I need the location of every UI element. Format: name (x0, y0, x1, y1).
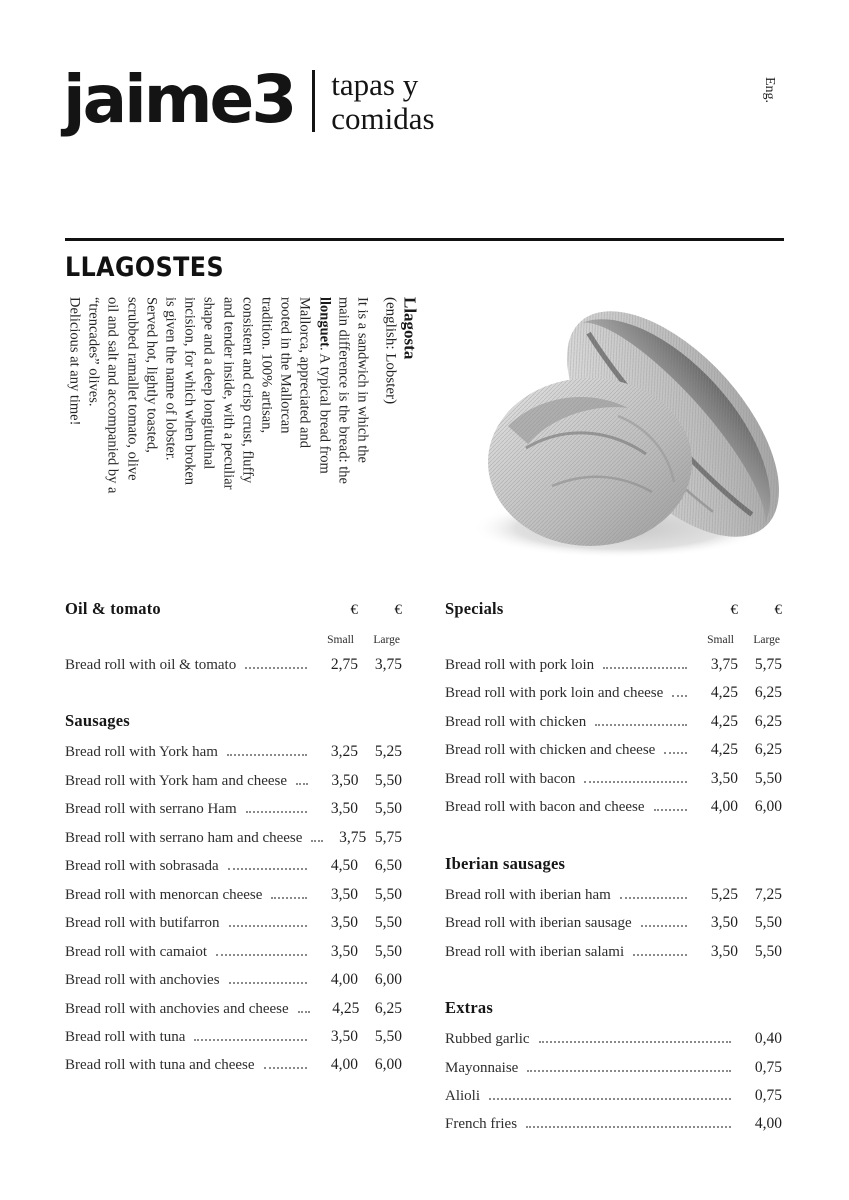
menu-item (445, 765, 782, 793)
price-small: 4,00 (710, 798, 738, 816)
menu-item (445, 1025, 782, 1053)
description-line: llonguet. A typical bread from (315, 297, 332, 474)
description-text (64, 297, 420, 557)
price-small: 2,75 (330, 656, 358, 673)
menu-item (65, 995, 402, 1023)
logo-wordmark: jaime3 (63, 61, 295, 138)
description-title: Llagosta (400, 297, 420, 360)
menu-item (445, 793, 782, 821)
dot-leader (620, 897, 687, 899)
price-small: 3,50 (330, 942, 358, 960)
menu-item (445, 881, 782, 909)
menu-item (65, 795, 402, 823)
price-large: 6,25 (374, 999, 402, 1017)
menu-item-name: Mayonnaise (445, 1059, 519, 1076)
menu-section-heading: Iberian sausages (445, 853, 566, 873)
price-large: 5,75 (754, 656, 782, 673)
dot-leader (229, 925, 307, 927)
menu-item-name: Bread roll with iberian sausage (445, 915, 632, 932)
menu-item-name: Bread roll with tuna and cheese (65, 1057, 255, 1074)
menu-item-name: Bread roll with iberian ham (445, 886, 611, 903)
menu-item (65, 881, 402, 909)
small-size-label: Small (707, 634, 734, 646)
price-small: 3,50 (710, 914, 738, 932)
menu-item-name: Bread roll with iberian salami (445, 943, 625, 960)
price-small: 3,75 (339, 828, 367, 846)
menu-item (65, 852, 402, 880)
price-small: 4,00 (330, 1056, 358, 1074)
dot-leader (227, 754, 307, 756)
dot-leader (216, 954, 307, 956)
description-line: shape and a deep longitudinal (200, 297, 217, 470)
menu-item (445, 1082, 782, 1110)
menu-item (445, 651, 782, 679)
description-line: oil and salt and accompanied by a (104, 297, 121, 494)
price-large: 5,50 (754, 769, 782, 787)
menu-section-heading-row (445, 597, 782, 622)
dot-leader (489, 1098, 731, 1100)
dot-leader (271, 897, 307, 899)
menu-item-name: Bread roll with pork loin (445, 657, 595, 673)
menu-section-heading: Oil & tomato (65, 599, 161, 618)
price-large: 6,25 (754, 684, 782, 702)
size-labels-row (65, 633, 402, 647)
price-small: 5,25 (710, 885, 738, 903)
dot-leader (633, 954, 687, 956)
price-single: 0,75 (754, 1086, 782, 1104)
menu-item (445, 1054, 782, 1082)
price-small: 3,50 (330, 914, 358, 932)
price-large: 6,00 (374, 1056, 402, 1074)
price-large: 6,00 (374, 971, 402, 989)
price-small: 4,25 (710, 684, 738, 702)
price-small: 3,50 (330, 1027, 358, 1045)
price-large: 5,50 (374, 1027, 402, 1045)
description-gap (371, 297, 380, 557)
tagline-line-2: comidas (331, 101, 435, 136)
menu-item (445, 909, 782, 937)
logo-divider (312, 70, 315, 132)
price-large: 6,00 (754, 798, 782, 816)
price-small: 4,25 (710, 712, 738, 730)
logo-tagline (331, 68, 434, 144)
horizontal-rule (65, 238, 784, 241)
description-line: It is a sandwich in which the (354, 297, 371, 463)
price-large: 5,50 (374, 942, 402, 960)
menu-item-name: Bread roll with serrano ham and cheese (65, 829, 303, 846)
small-size-label: Small (327, 634, 354, 646)
menu-item (445, 708, 782, 736)
description-line: is given the name of lobster. (162, 297, 179, 461)
large-size-label: Large (753, 634, 780, 646)
menu-section (65, 709, 402, 1079)
description-line: Mallorca, appreciated and (296, 297, 313, 448)
menu-item (445, 1110, 782, 1138)
price-large: 6,25 (754, 712, 782, 730)
menu-section-heading: Extras (445, 998, 493, 1018)
bread-rolls-image (468, 276, 792, 574)
price-small: 3,50 (330, 800, 358, 818)
price-large: 5,50 (374, 800, 402, 818)
menu-item (65, 651, 402, 679)
description-line: main difference is the bread: the (335, 297, 352, 484)
menu-item (445, 938, 782, 966)
price-small: 4,25 (332, 999, 360, 1017)
price-small: 3,50 (331, 771, 359, 789)
price-small: 4,25 (710, 741, 738, 759)
menu-item-name: Bread roll with butifarron (65, 915, 220, 932)
menu-section-heading: Specials (445, 599, 504, 618)
price-large: 5,50 (754, 914, 782, 932)
menu-item-name: Bread roll with sobrasada (65, 858, 219, 875)
price-single: 0,75 (754, 1058, 782, 1076)
price-small: 3,25 (330, 743, 358, 761)
menu-item-name: Bread roll with anchovies and cheese (65, 1000, 289, 1017)
price-small: 3,75 (710, 656, 738, 673)
price-large: 5,50 (374, 771, 402, 789)
dot-leader (246, 811, 307, 813)
dot-leader (264, 1067, 307, 1069)
menu-section-heading: Sausages (65, 711, 130, 731)
description-line: Delicious at any time! (66, 297, 83, 426)
menu-item (65, 909, 402, 937)
menu-item-name: Alioli (445, 1087, 481, 1104)
dot-leader (664, 752, 687, 754)
menu-left-column (65, 597, 402, 1080)
dot-leader (194, 1039, 307, 1041)
description-subtitle: (english: Lobster) (382, 297, 399, 405)
price-large: 6,25 (754, 741, 782, 759)
price-small: 4,50 (330, 857, 358, 875)
menu-section (445, 996, 782, 1139)
price-large: 5,50 (374, 914, 402, 932)
restaurant-logo (63, 56, 435, 144)
description-line: “trencades” olives. (85, 297, 102, 407)
price-small: 4,00 (330, 971, 358, 989)
price-small: 3,50 (330, 885, 358, 903)
description-line: incision, for which when broken (181, 297, 198, 486)
menu-item (65, 767, 402, 795)
menu-item-name: Bread roll with York ham and cheese (65, 772, 288, 789)
menu-item-name: Bread roll with menorcan cheese (65, 886, 263, 903)
size-labels-row (445, 633, 782, 647)
description-line: scrubbed ramallet tomato, olive (123, 297, 140, 481)
menu-section (65, 597, 402, 679)
dot-leader (526, 1126, 731, 1128)
currency-symbol-small: € (730, 602, 738, 618)
menu-section-heading-row (65, 597, 402, 622)
price-single: 4,00 (754, 1115, 782, 1133)
dot-leader (603, 667, 687, 669)
description-paragraph (64, 297, 371, 557)
dot-leader (228, 868, 307, 870)
dot-leader (672, 695, 687, 697)
menu-item-name: Bread roll with serrano Ham (65, 801, 237, 818)
large-size-label: Large (373, 634, 400, 646)
dot-leader (229, 982, 307, 984)
price-large: 5,75 (374, 828, 402, 846)
price-large: 3,75 (374, 656, 402, 673)
dot-leader (311, 840, 323, 842)
menu-item (65, 1023, 402, 1051)
menu-item (65, 824, 402, 852)
dot-leader (584, 781, 687, 783)
menu-item-name: Bread roll with chicken (445, 713, 587, 730)
page-title: LLAGOSTES (65, 252, 225, 283)
menu-item-name: French fries (445, 1116, 518, 1133)
price-large: 5,25 (374, 743, 402, 761)
dot-leader (298, 1011, 310, 1013)
dot-leader (296, 783, 308, 785)
description-rotated-block (64, 297, 424, 559)
description-line: and tender inside, with a peculiar (219, 297, 236, 490)
menu-item-name: Bread roll with bacon (445, 770, 576, 787)
dot-leader (641, 925, 687, 927)
price-large: 7,25 (754, 885, 782, 903)
description-line: tradition. 100% artisan, (258, 297, 275, 434)
currency-symbol-small: € (350, 602, 358, 618)
currency-symbol-large: € (394, 602, 402, 618)
menu-right-column (445, 597, 782, 1139)
language-label: Eng. (762, 76, 778, 104)
currency-symbol-large: € (774, 602, 782, 618)
menu-item-name: Bread roll with camaiot (65, 943, 208, 960)
menu-item-name: Bread roll with chicken and cheese (445, 742, 656, 759)
menu-item-name: Bread roll with York ham (65, 744, 218, 761)
description-line: rooted in the Mallorcan (277, 297, 294, 434)
menu-section-heading-row (445, 996, 782, 1019)
menu-section (445, 597, 782, 822)
menu-item (445, 679, 782, 707)
dot-leader (654, 809, 687, 811)
menu-section-heading-row (65, 709, 402, 732)
menu-item-name: Bread roll with oil & tomato (65, 657, 237, 673)
dot-leader (245, 667, 307, 669)
price-small: 3,50 (710, 769, 738, 787)
menu-item-name: Bread roll with bacon and cheese (445, 799, 645, 816)
menu-item (65, 938, 402, 966)
dot-leader (527, 1070, 731, 1072)
price-large: 5,50 (374, 885, 402, 903)
menu-item-name: Rubbed garlic (445, 1031, 530, 1048)
menu-item-name: Bread roll with anchovies (65, 972, 220, 989)
menu-item (65, 738, 402, 766)
tagline-line-1: tapas y (331, 67, 419, 102)
dot-leader (539, 1041, 731, 1043)
menu-item-name: Bread roll with tuna (65, 1028, 186, 1045)
description-line: consistent and crisp crust, fluffy (239, 297, 256, 484)
price-large: 6,50 (374, 857, 402, 875)
menu-item (65, 966, 402, 994)
price-single: 0,40 (754, 1030, 782, 1048)
menu-item (65, 1051, 402, 1079)
price-small: 3,50 (710, 942, 738, 960)
menu-section-heading-row (445, 852, 782, 875)
menu-section (445, 852, 782, 966)
menu-item (445, 736, 782, 764)
description-line: Served hot, lightly toasted, (143, 297, 160, 453)
menu-item-name: Bread roll with pork loin and cheese (445, 685, 664, 702)
price-large: 5,50 (754, 942, 782, 960)
dot-leader (595, 724, 687, 726)
